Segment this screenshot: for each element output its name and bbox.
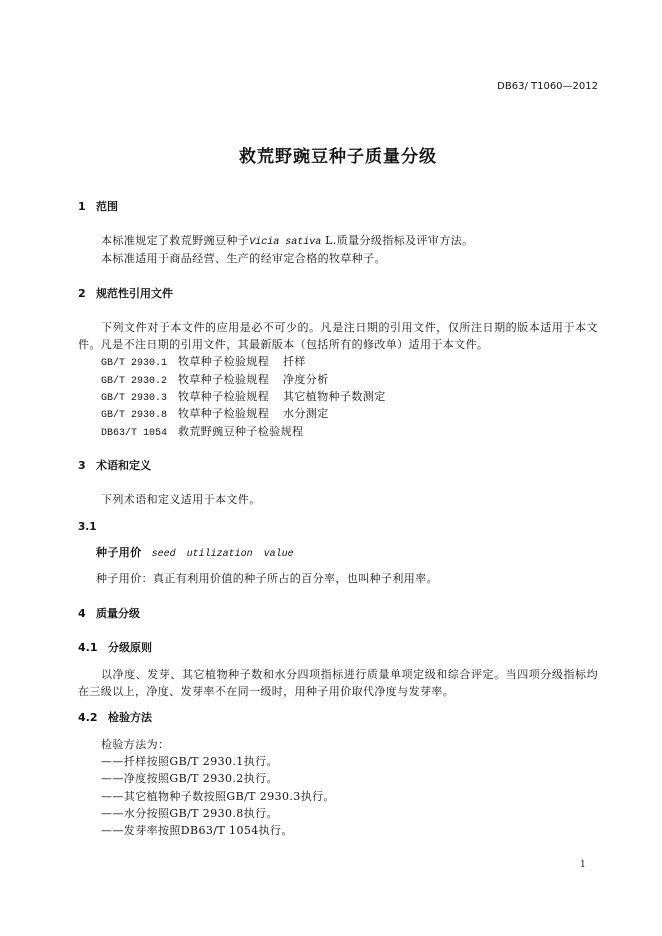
section-title: 质量分级	[96, 607, 140, 620]
section-title: 规范性引用文件	[96, 287, 173, 300]
references-intro-line-1: 下列文件对于本文件的应用是必不可少的。凡是注日期的引用文件，仅所注日期的版本适用于本文	[101, 321, 598, 334]
reference-title: 牧草种子检验规程	[178, 407, 270, 420]
method-list-item: ——水分按照GB/T 2930.8执行。	[101, 807, 278, 820]
reference-title: 牧草种子检验规程	[178, 373, 270, 386]
reference-item	[101, 406, 329, 422]
reference-code: GB/T 2930.3	[101, 393, 168, 404]
principle-line-1: 以净度、发芽、其它植物种子数和水分四项指标进行质量单项定级和综合评定。当四项分级指标均	[101, 668, 598, 681]
method-list-item: ——扦样按照GB/T 2930.1执行。	[101, 755, 278, 768]
paragraph-text: 本标准规定了救荒野豌豆种子	[101, 234, 250, 247]
methods-intro: 检验方法为：	[101, 738, 170, 751]
section-number: 2	[78, 287, 86, 300]
reference-part: 净度分析	[283, 373, 329, 386]
subsection-heading-methods	[78, 710, 152, 726]
section-heading-normative-references	[78, 286, 173, 302]
section-number: 1	[78, 200, 86, 213]
subsection-title: 检验方法	[108, 711, 152, 724]
reference-title: 救荒野豌豆种子检验规程	[178, 425, 304, 438]
principle-line-2: 在三级以上，净度、发芽率不在同一级时，用种子用价取代净度与发芽率。	[78, 685, 455, 698]
subsection-heading-principle	[78, 640, 152, 656]
latin-species-name: Vicia sativa	[249, 237, 322, 248]
reference-code: GB/T 2930.2	[101, 376, 168, 387]
subsection-number: 4.1	[78, 641, 98, 654]
terms-intro: 下列术语和定义适用于本文件。	[101, 493, 261, 506]
section-heading-scope	[78, 199, 118, 215]
term-chinese: 种子用价	[96, 546, 142, 559]
subsection-number: 4.2	[78, 711, 98, 724]
reference-title: 牧草种子检验规程	[178, 390, 270, 403]
scope-paragraph-2: 本标准适用于商品经营、生产的经审定合格的牧草种子。	[101, 252, 386, 265]
page-number: 1	[580, 860, 586, 870]
document-title: 救荒野豌豆种子质量分级	[239, 147, 437, 167]
section-number: 4	[78, 607, 86, 620]
term-definition: 种子用价：真正有利用价值的种子所占的百分率，也叫种子利用率。	[96, 572, 438, 585]
subsection-title: 分级原则	[108, 641, 152, 654]
reference-part: 扦样	[283, 355, 306, 368]
paragraph-text: L.质量分级指标及评审方法。	[321, 234, 474, 247]
reference-item	[101, 424, 303, 440]
reference-part: 水分测定	[283, 407, 329, 420]
references-intro-line-2: 件。凡是不注日期的引用文件，其最新版本（包括所有的修改单）适用于本文件。	[78, 338, 489, 351]
reference-item	[101, 372, 329, 388]
section-heading-grading	[78, 606, 140, 622]
reference-title: 牧草种子检验规程	[178, 355, 270, 368]
term-entry	[96, 545, 294, 561]
reference-item	[101, 389, 386, 405]
term-english: seed utilization value	[151, 549, 294, 560]
reference-part: 其它植物种子数测定	[283, 390, 386, 403]
reference-code: GB/T 2930.1	[101, 358, 168, 369]
method-list-item: ——净度按照GB/T 2930.2执行。	[101, 772, 278, 785]
section-number: 3	[78, 459, 86, 472]
section-title: 术语和定义	[96, 459, 151, 472]
section-heading-terms	[78, 458, 151, 474]
section-title: 范围	[96, 200, 118, 213]
term-clause-number: 3.1	[78, 521, 97, 533]
scope-paragraph-1	[101, 233, 474, 249]
reference-code: DB63/T 1054	[101, 428, 168, 439]
reference-item	[101, 354, 306, 370]
standard-number: DB63/ T1060—2012	[497, 81, 598, 92]
reference-code: GB/T 2930.8	[101, 410, 168, 421]
method-list-item: ——其它植物种子数按照GB/T 2930.3执行。	[101, 790, 335, 803]
method-list-item: ——发芽率按照DB63/T 1054执行。	[101, 824, 293, 837]
